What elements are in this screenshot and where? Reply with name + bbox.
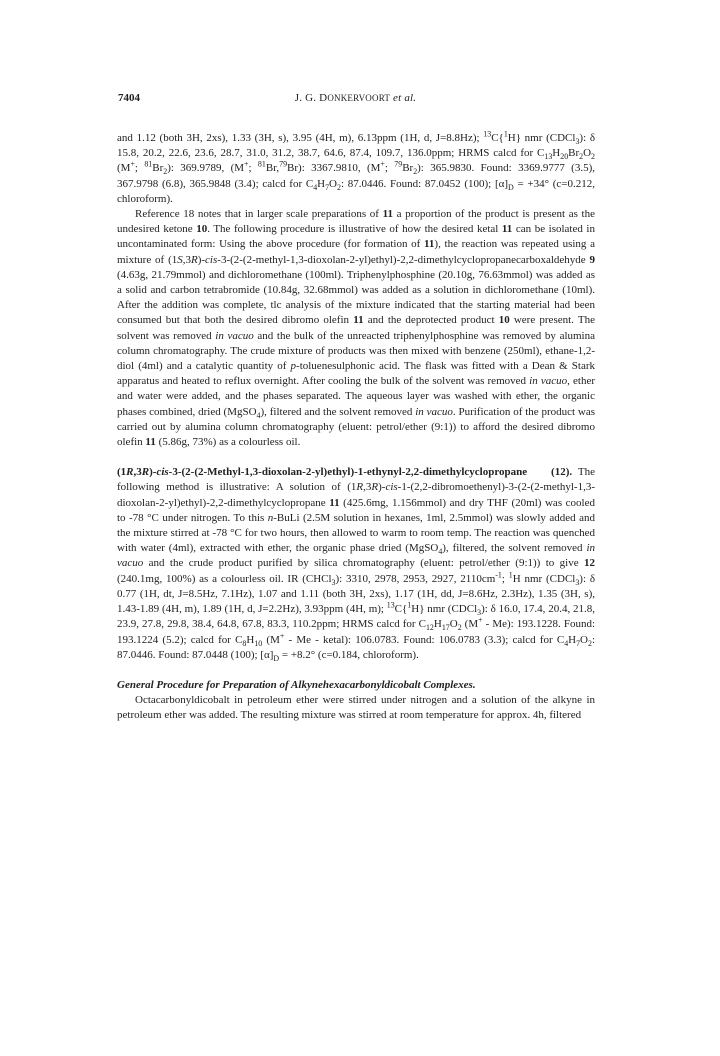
paragraph-nmr-data: and 1.12 (both 3H, 2xs), 1.33 (3H, s), 3.95 (4H, m), 6.13ppm (1H, d, J=8.8Hz); $^{13}$C{$^1$H} nmr (CDCl$_3$): δ 15.8, 20.2, 22.6, 23.6, 28.7, 31.0, 31.2, 38.7, 64.6, 87.4, 109.7, 136.0ppm; HRMS calcd for $C_{13}H_{20}Br_2O_2$ (M+; $^{81}Br_2$): 369.9789, (M+; $^{81}$Br,$^{79}$Br): 3367.9810, (M+; $^{79}Br_2$): 365.9830. Found: 3369.9777 (3.5), 367.9798 (6.8), 365.9848 (3.4); calcd for $C_4H_7O_2$: 87.0446. Found: 87.0452 (100); $[\alpha]_D = +34^\circ$ (c=0.212, chloroform). (117, 129, 596, 205)
paragraph-general-procedure: Octacarbonyldicobalt in petroleum ether were stirred under nitrogen and a solution of the alkyne in petroleum ether was added. The resulting mixture was stirred at room temperature for approx. 4h, filtered (117, 694, 595, 722)
paragraph-compound-12: (1R,3R)-cis-3-(2-(2-Methyl-1,3-dioxolan-2-yl)ethyl)-1-ethynyl-2,2-dimethylcyclopropane (12). The following method is illustrative: A solution of (1R,3R)-cis-1-(2,2-dibromoethenyl)-3-(2-(2-methyl-1,3-dioxolan-2-yl)ethyl)-2,2-dimethylcyclopropane 11 (425.6mg, 1.156mmol) and dry THF (20ml) was cooled to -78 °C under nitrogen. To this n-BuLi (2.5M solution in hexanes, 1ml, 2.5mmol) was slowly added and the mixture stirred at -78 °C for two hours, then allowed to warm to room temp. The reaction was quenched with water (4ml), extracted with ether, the organic phase dried (MgSO$_4$), filtered, the solvent removed in vacuo and the crude product purified by silica chromatography (eluent: petrol/ether (9:1)) to give 12 (240.1mg, 100%) as a colourless oil. IR (CHCl$_3$): 3310, 2978, 2953, 2927, $2110cm^{-1}$; $^1$H nmr (CDCl$_3$): δ 0.77 (1H, dt, J=8.5Hz, 7.1Hz), 1.07 and 1.11 (both 3H, 2xs), 1.17 (1H, dd, J=8.6Hz, 2.3Hz), 1.35 (3H, s), 1.43-1.89 (4H, m), 1.89 (1H, d, J=2.2Hz), 3.93ppm (4H, m); $^{13}$C{$^1$H} nmr (CDCl$_3$): δ 16.0, 17.4, 20.4, 21.8, 23.9, 27.8, 29.8, 38.4, 64.8, 67.8, 83.3, 110.2ppm; HRMS calcd for $C_{12}H_{17}O_2$ (M+ - Me): 193.1228. Found: 193.1224 (5.2); calcd for $C_8H_{10}$ (M+ - Me - ketal): 106.0783. Found: 106.0783 (3.3); calcd for $C_4H_7O_2$: 87.0446. Found: 87.0448 (100); $[\alpha]_D = +8.2^\circ$ (c=0.184, chloroform). (117, 466, 596, 663)
running-head: J. G. DONKERVOORT et al. (294, 92, 417, 104)
body-text (117, 131, 595, 724)
section-heading-general-procedure: General Procedure for Preparation of Alkynehexacarbonyldicobalt Complexes. (117, 678, 476, 691)
page-header (118, 92, 593, 110)
paragraph-reference-18: Reference 18 notes that in larger scale preparations of 11 a proportion of the product is present as the undesired ketone 10. The following procedure is illustrative of how the desired ketal 11 can be isolated in uncontaminated form: Using the above procedure (for formation of 11), the reaction was repeated using a mixture of (1S,3R)-cis-3-(2-(2-methyl-1,3-dioxolan-2-yl)ethyl)-2,2-dimethylcyclopropanecarboxaldehyde 9 (4.63g, 21.79mmol) and dichloromethane (100ml). Triphenylphosphine (20.10g, 76.63mmol) was added as a solid and carbon tetrabromide (10.84g, 32.68mmol) was added as a solution in dichloromethane (10ml). After the addition was complete, tlc analysis of the mixture indicated that the starting material had been consumed but that both the desired dibromo olefin 11 and the deprotected product 10 were present. The solvent was removed in vacuo and the bulk of the unreacted triphenylphosphine was removed by alumina column chromatography. The crude mixture of products was then mixed with benzene (250ml), ethane-1,2-diol (4ml) and a catalytic quantity of p-toluenesulphonic acid. The flask was fitted with a Dean & Stark apparatus and heated to reflux overnight. After cooling the bulk of the solvent was removed in vacuo, ether and water were added, and the phases separated. The aqueous layer was washed with ether, the organic phases combined, dried (MgSO$_4$), filtered and the solvent removed in vacuo. Purification of the product was carried out by alumina column chromatography (eluent: petrol/ether (9:1)) to afford the desired dibromo olefin 11 (5.86g, 73%) as a colourless oil. (117, 208, 596, 449)
compound-12-title: (1R,3R)-cis-3-(2-(2-Methyl-1,3-dioxolan-2-yl)ethyl)-1-ethynyl-2,2-dimethylcyclopropane (12). (117, 466, 573, 479)
page-number: 7404 (118, 92, 140, 104)
